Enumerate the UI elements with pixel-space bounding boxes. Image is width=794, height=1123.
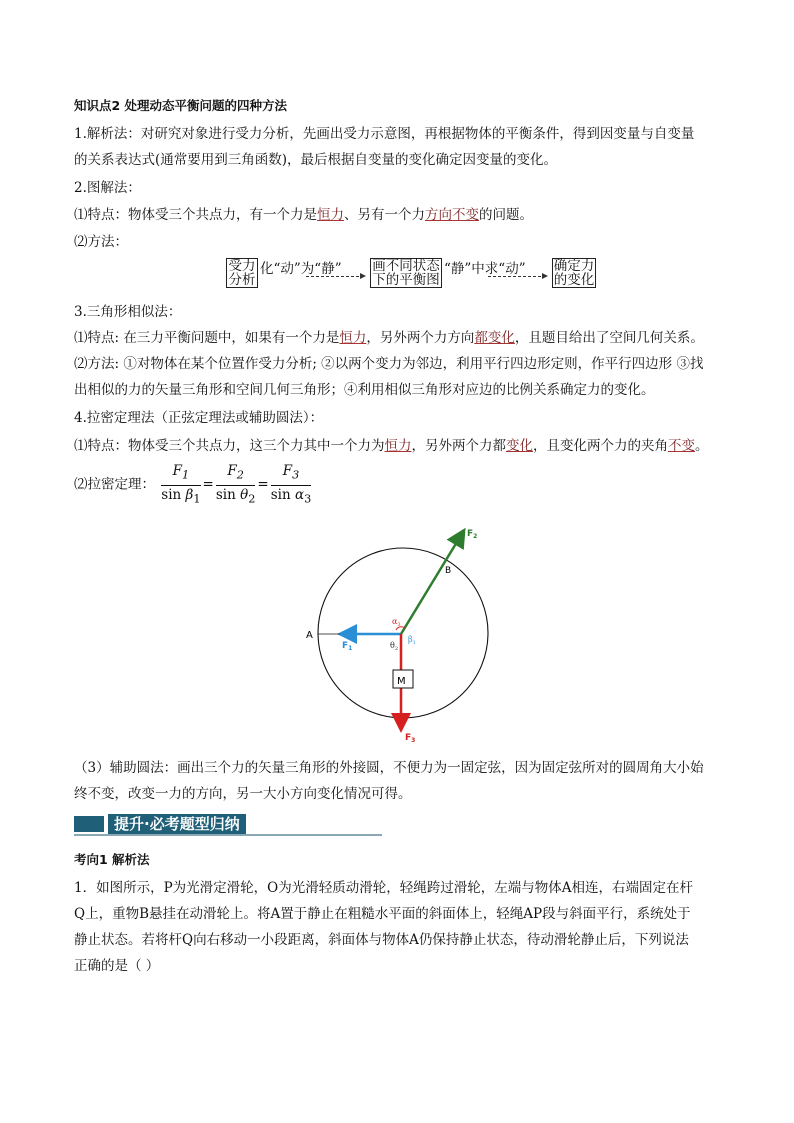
underlined-term: 变化 [506,438,533,454]
underlined-term: 方向不变 [425,207,479,223]
aux-circle-line1: （3）辅助圆法：画出三个力的矢量三角形的外接圆，不便力为一固定弦，因为固定弦所对的圆周角大小始 [74,760,704,776]
underlined-term: 恒力 [317,207,344,223]
text: ，另外两个力方向 [366,330,475,346]
method3-method-line2: 出相似的力的矢量三角形和空间几何三角形；④利用相似三角形对应边的比例关系确定力的变化。 [74,382,655,398]
label-f2 [467,529,477,540]
label-m: M [397,676,406,687]
equals: = [202,476,214,493]
text: 的问题。 [479,207,533,223]
method4-feature [74,436,709,456]
aux-circle-line2: 终不变，改变一力的方向，另一大小方向变化情况可得。 [74,786,412,802]
label-a: A [306,630,313,641]
section-banner [74,812,382,836]
flow-box-force-change [552,258,596,288]
underlined-term: 都变化 [474,330,515,346]
box-text: 下的平衡图 [372,272,440,288]
symbol: F [282,463,293,479]
symbol: α [294,486,305,503]
flow-arrow-icon [306,276,364,277]
question1-line2: Q上，重物B悬挂在动滑轮上。将A置于静止在粗糙水平面的斜面体上，轻绳AP段与斜面平行，系统处于 [74,906,691,922]
subscript: 2 [236,468,244,482]
subscript: 2 [394,646,399,652]
text: 。 [695,438,709,454]
box-text: 受力 [228,258,256,274]
method2-method: ⑵方法： [74,234,128,250]
fraction-f3 [271,462,312,508]
text: ，且变化两个力的夹角 [533,438,668,454]
subscript: 1 [348,645,353,652]
symbol: F [227,463,237,479]
lami-label: ⑵拉密定理： [74,476,155,493]
symbol: F [172,463,183,479]
method1-line1: 1.解析法：对研究对象进行受力分析，先画出受力示意图，再根据物体的平衡条件，得到因变量与自变量 [74,126,695,142]
text: ，且题目给出了空间几何关系。 [514,330,704,346]
question1-line4: 正确的是（ ） [74,958,160,974]
flow-box-force-analysis [226,258,258,288]
text: 、另有一个力 [344,207,425,223]
subscript: 3 [292,468,300,482]
subscript: 1 [193,492,201,506]
method3-title: 3.三角形相似法： [74,304,182,320]
symbol: F [467,529,474,539]
box-text: 的变化 [553,272,595,288]
method3-feature [74,328,704,348]
banner-title: 提升·必考题型归纳 [108,814,246,834]
subscript: 3 [304,492,312,506]
fraction-f1 [161,462,200,508]
symbol: θ [390,641,395,650]
method3-method-line1: ⑵方法: ①对物体在某个位置作受力分析; ②以两个变力为邻边，利用平行四边形定则，作平行四边形 ③找 [74,356,704,372]
text: ⑴特点：物体受三个共点力，这三个力其中一个力为 [74,438,385,454]
text: ⑴特点: 在三力平衡问题中，如果有一个力是 [74,330,340,346]
flow-step1-label: 化“动”为“静” [260,261,342,277]
label-b: B [445,566,452,576]
subscript: 2 [473,533,478,540]
label-beta [408,635,416,646]
banner-rule [74,834,382,836]
method1-line2: 的关系表达式(通常要用到三角函数)，最后根据自变量的变化确定因变量的变化。 [74,152,558,168]
symbol: β [408,635,413,644]
underlined-term: 不变 [668,438,695,454]
underlined-term: 恒力 [339,330,367,346]
subscript: 1 [182,468,190,482]
sin: sin [270,486,291,503]
symbol: θ [240,486,249,503]
label-theta [390,641,398,652]
method4-title: 4.拉密定理法（正弦定理法或辅助圆法）： [74,410,324,426]
section-heading: 知识点2 处理动态平衡问题的四种方法 [74,98,288,113]
fraction-f2 [216,462,256,508]
sin: sin [161,486,182,503]
lami-theorem [74,462,313,508]
box-text: 画不同状态 [372,258,440,274]
subscript: 2 [248,492,256,506]
box-text: 确定力 [553,258,595,274]
auxiliary-circle-diagram [300,520,510,750]
text: ，另外两个力都 [411,438,506,454]
method2-title: 2.图解法： [74,180,141,196]
sin: sin [215,486,236,503]
subscript: 3 [397,622,401,628]
label-f1 [342,641,352,652]
equals: = [257,476,269,493]
symbol: β [185,486,194,503]
symbol: F [342,641,349,651]
label-f3 [405,733,415,744]
text: ⑴特点：物体受三个共点力，有一个力是 [74,207,317,223]
force-f2-arrow [401,532,463,634]
flow-step2-label: “静”中求“动” [444,261,526,277]
direction1-heading: 考向1 解析法 [74,852,150,867]
symbol: α [392,617,398,626]
underlined-term: 恒力 [384,438,412,454]
symbol: F [405,733,412,743]
label-alpha [392,617,401,628]
subscript: 1 [412,640,416,646]
flow-box-balance-diagram [370,258,442,288]
flow-arrow-icon [488,276,546,277]
question1-line1: 1．如图所示，P为光滑定滑轮，O为光滑轻质动滑轮，轻绳跨过滑轮，左端与物体A相连，右端固定在杆 [74,880,693,896]
box-text: 分析 [228,272,256,288]
subscript: 3 [411,737,416,744]
method2-feature [74,205,533,225]
banner-bar [74,816,104,832]
question1-line3: 静止状态。若将杆Q向右移动一小段距离，斜面体与物体A仍保持静止状态，待动滑轮静止后，下列说法 [74,932,689,948]
